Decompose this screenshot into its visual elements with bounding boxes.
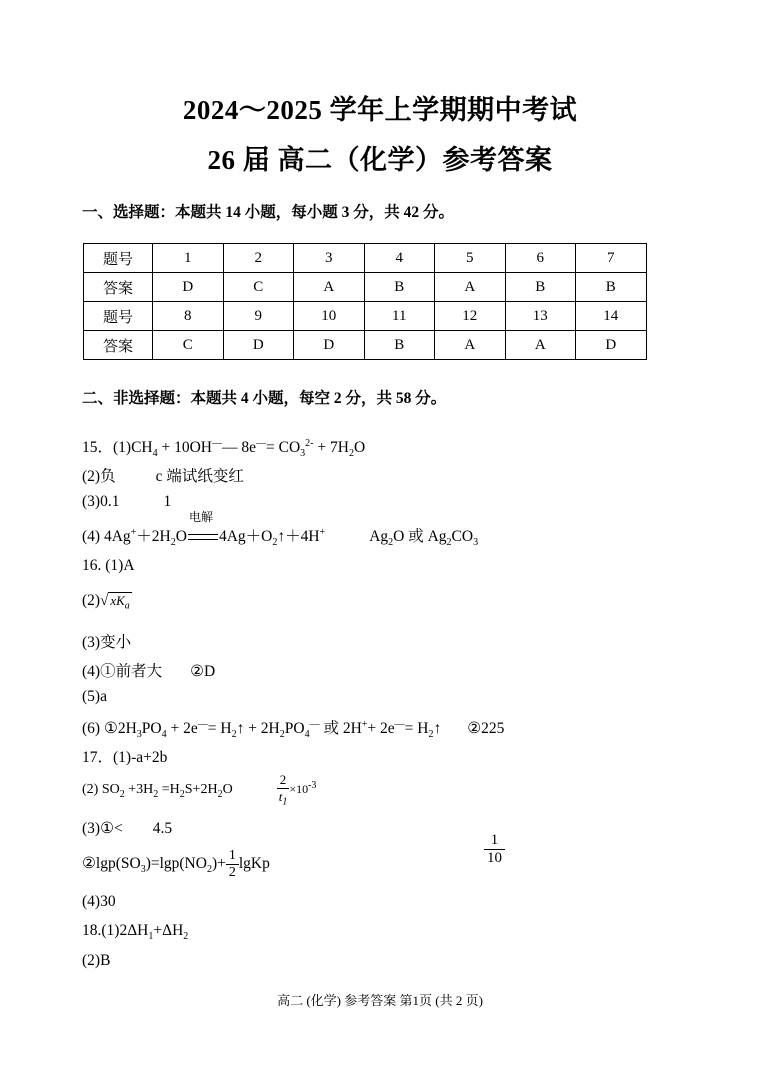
table-cell: 9 bbox=[223, 302, 294, 331]
q15-part1: 15．$(1)CH_4$ + 10OH—— $8e^—= CO_3^{2-} + 7H_2O$ bbox=[82, 437, 366, 460]
table-cell: 7 bbox=[576, 244, 647, 273]
row-label: 题号 bbox=[84, 244, 153, 273]
table-cell: A bbox=[294, 273, 365, 302]
table-cell: 8 bbox=[153, 302, 224, 331]
table-row bbox=[84, 273, 647, 302]
table-cell: A bbox=[435, 273, 506, 302]
q17-part4: (4)30 bbox=[82, 893, 116, 910]
q18-part1: $18.(1)2\Delta H_1+\Delta H_2$ bbox=[82, 922, 189, 943]
table-row bbox=[84, 302, 647, 331]
page-title: 2024～2025 学年上学期期中考试 bbox=[182, 95, 578, 125]
q15-part3: (3)0.1 1 bbox=[82, 493, 172, 510]
one-tenth-fraction: $\frac{1}{10}$ bbox=[484, 832, 505, 867]
table-cell: 12 bbox=[435, 302, 506, 331]
table-cell: 11 bbox=[364, 302, 435, 331]
table-cell: D bbox=[153, 273, 224, 302]
table-cell: D bbox=[576, 331, 647, 360]
table-cell: 2 bbox=[223, 244, 294, 273]
table-cell: 13 bbox=[505, 302, 576, 331]
row-label: 题号 bbox=[84, 302, 153, 331]
q16-part2: (2)√ $xK_a$ bbox=[82, 592, 130, 612]
page-footer: 高二 (化学) 参考答案 第1页 (共 2 页) bbox=[277, 993, 483, 1008]
table-cell: 1 bbox=[153, 244, 224, 273]
section-heading-choice: 一、选择题：本题共 14 小题，每小题 3 分，共 42 分。 bbox=[82, 204, 455, 221]
table-cell: D bbox=[294, 331, 365, 360]
section-heading-nonchoice: 二、非选择题：本题共 4 小题，每空 2 分，共 58 分。 bbox=[82, 390, 447, 407]
q17-part3: (3)①< 4.5 bbox=[82, 820, 173, 837]
table-row bbox=[84, 331, 647, 360]
q16-part6: (6) $①2H_3PO_4 + 2e^—=$ $H_2↑ + 2H_2PO_4^—$ 或 $2H^++ 2e^—= H_2↑$ ②225 bbox=[82, 718, 505, 741]
table-cell: 10 bbox=[294, 302, 365, 331]
table-cell: C bbox=[153, 331, 224, 360]
electrolysis-label: 电解 bbox=[188, 510, 213, 524]
answer-table bbox=[83, 243, 647, 360]
sqrt-expression: $xK_a$ bbox=[110, 593, 130, 612]
table-cell: A bbox=[435, 331, 506, 360]
table-cell: 4 bbox=[364, 244, 435, 273]
row-label: 答案 bbox=[84, 273, 153, 302]
page-subtitle: 26 届 高二（化学）参考答案 bbox=[207, 145, 553, 175]
table-cell: B bbox=[505, 273, 576, 302]
q17-part3-equation: $②\lg p(SO_3)=\lg p(NO_2)+$ $\frac{1}{2}$ lgKp bbox=[82, 848, 270, 880]
row-label: 答案 bbox=[84, 331, 153, 360]
q15-part2: (2)负 c 端试纸变红 bbox=[82, 468, 244, 485]
table-cell: 3 bbox=[294, 244, 365, 273]
q17-part3-fraction bbox=[484, 832, 505, 867]
table-cell: B bbox=[364, 273, 435, 302]
q16-part1: 16. (1)A bbox=[82, 557, 135, 574]
table-cell: B bbox=[576, 273, 647, 302]
q15-part4: (4) $4Ag^++2H_2O$ 电解 $4Ag+O_2↑+4H^+$ $Ag_2O$ 或 $Ag_2CO_3$ bbox=[82, 510, 479, 549]
q17-part2: (2) $SO_2 +3H_2 =H_2S+2H_2O$ $\frac{2}{t_1}$ $\times 10^{-3}$ bbox=[82, 772, 317, 808]
table-cell: C bbox=[223, 273, 294, 302]
q16-part3: (3)变小 bbox=[82, 634, 132, 651]
rate-fraction: $\frac{2}{t_1}$ bbox=[278, 772, 288, 808]
q16-part5: (5)a bbox=[82, 688, 107, 705]
reaction-equals-sign bbox=[188, 534, 218, 540]
q18-part2: (2)B bbox=[82, 952, 111, 969]
table-cell: 14 bbox=[576, 302, 647, 331]
table-cell: D bbox=[223, 331, 294, 360]
table-cell: A bbox=[505, 331, 576, 360]
table-cell: 6 bbox=[505, 244, 576, 273]
table-cell: B bbox=[364, 331, 435, 360]
half-fraction: $\frac{1}{2}$ bbox=[226, 848, 239, 881]
table-cell: 5 bbox=[435, 244, 506, 273]
q16-part4: (4)①前者大 ②D bbox=[82, 663, 216, 680]
table-row bbox=[84, 244, 647, 273]
q17-part1: 17．(1)-a+2b bbox=[82, 749, 168, 766]
